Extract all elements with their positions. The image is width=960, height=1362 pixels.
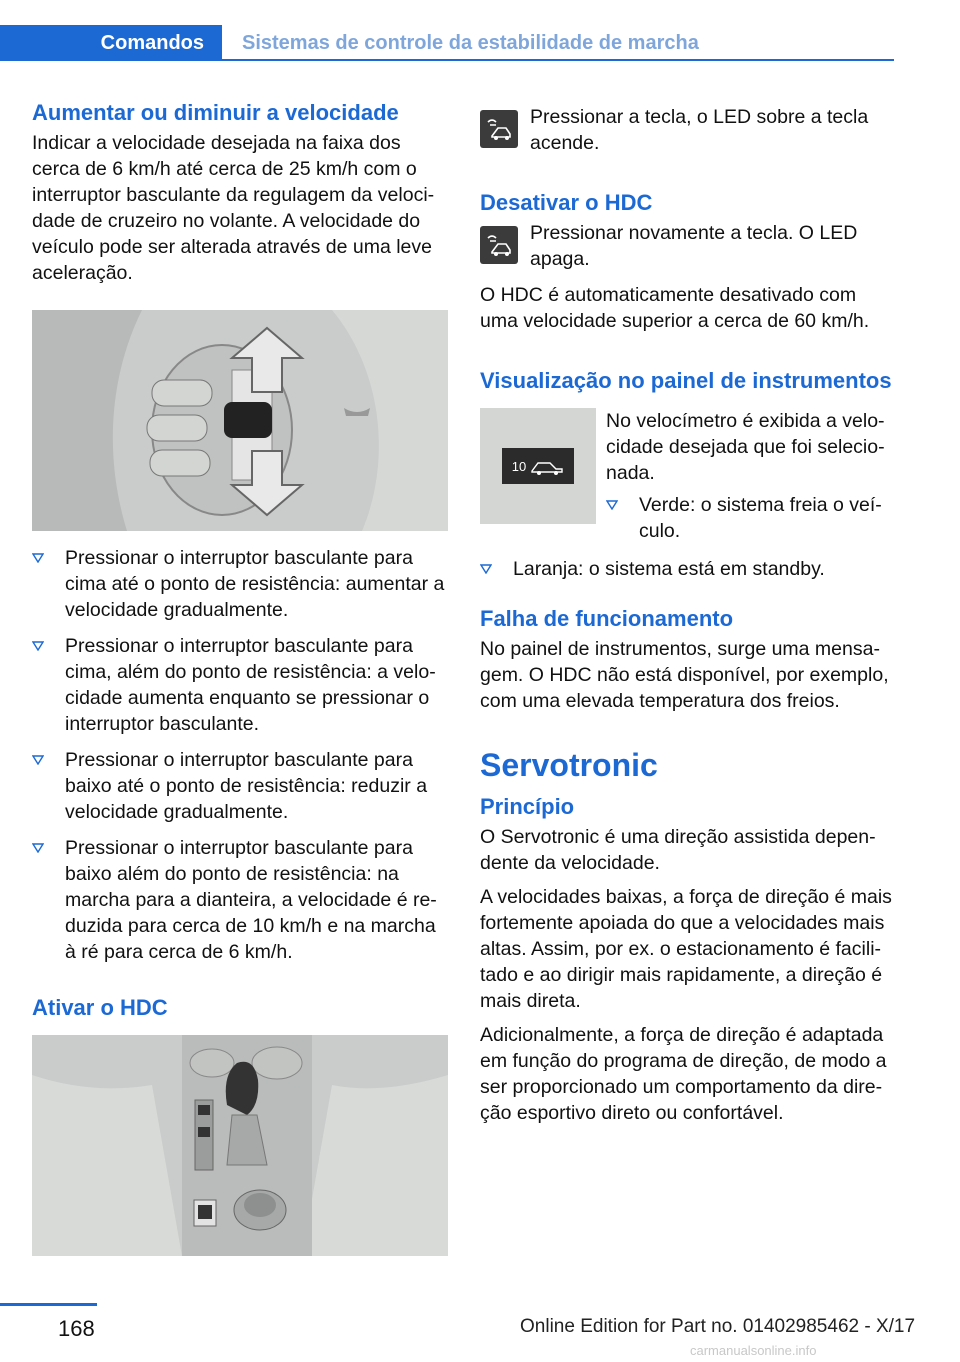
triangle-bullet-icon [32, 545, 65, 623]
list-item [606, 492, 896, 544]
page-number: 168 [58, 1316, 95, 1341]
principle-p3: Adicionalmente, a força de direção é adaptada em função do programa de direção, de modo a ser proporcionado um comportamento da dire‐ção esportivo direto ou confortável. [480, 1024, 887, 1124]
press-key-text: Pressionar a tecla, o LED sobre a tecla acende. [530, 106, 869, 154]
list-item [32, 633, 448, 737]
right-column [480, 100, 896, 1126]
triangle-bullet-icon [32, 633, 65, 737]
triangle-bullet-icon [606, 492, 639, 544]
bullet-text: Pressionar o interruptor basculante para cima, além do ponto de resistência: a velo‐cidade aumenta enquanto se pressionar o interruptor basculante. [65, 635, 436, 735]
triangle-bullet-icon [32, 747, 65, 825]
display-description [606, 408, 896, 554]
section-tab[interactable]: Sistemas de controle da estabilidade de marcha [242, 31, 699, 54]
fault-text: No painel de instrumentos, surge uma mensa‐gem. O HDC não está disponível, por exemplo, com uma elevada temperatura dos freios. [480, 638, 889, 712]
center-console-image [32, 1035, 448, 1256]
hdc-speed-number: 10 [511, 458, 527, 474]
bullet-text: Pressionar o interruptor basculante para cima até o ponto de resistência: aumentar a velocidade gradualmente. [65, 547, 445, 621]
heading-principle: Princípio [480, 794, 575, 819]
footer-divider [0, 1303, 97, 1306]
list-item [32, 747, 448, 825]
center-console-illustration [32, 1035, 448, 1256]
watermark: carmanualsonline.info [690, 1343, 817, 1358]
car-descent-icon [530, 456, 564, 476]
principle-p1: O Servotronic é uma direção assistida depen‐dente da velocidade. [480, 826, 876, 874]
left-column [32, 100, 448, 1256]
display-section [480, 408, 896, 554]
triangle-bullet-icon [480, 556, 513, 582]
heading-deactivate-hdc: Desativar o HDC [480, 190, 653, 215]
speedometer-display-image [480, 408, 596, 524]
heading-display: Visualização no painel de instrumentos [480, 368, 892, 393]
display-text: No velocímetro é exibida a velo‐cidade desejada que foi selecio‐nada. [606, 410, 885, 484]
steering-wheel-illustration [32, 310, 448, 531]
principle-p2: A velocidades baixas, a força de direção é mais fortemente apoiada do que a velocidades mais altas. Assim, por ex. o estacionamento é facili‐tado e ao dirigir mais rapidamente, a direção é mais direta. [480, 886, 892, 1012]
auto-off-text: O HDC é automaticamente desativado com uma velocidade superior a cerca de 60 km/h. [480, 284, 870, 332]
list-item [32, 545, 448, 623]
header-divider [222, 59, 894, 61]
heading-activate-hdc: Ativar o HDC [32, 995, 168, 1020]
list-item [480, 556, 896, 582]
activate-step [480, 104, 896, 156]
hdc-key-icon[interactable] [480, 226, 518, 264]
heading-speed: Aumentar ou diminuir a velocidade [32, 100, 399, 125]
deactivate-step [480, 220, 896, 272]
chapter-tab[interactable]: Comandos [0, 25, 222, 61]
bullet-text: Pressionar o interruptor basculante para baixo além do ponto de resistência: na marcha para a dianteira, a velocidade é re‐duzida para cerca de 10 km/h e na marcha à ré para cerca de 6 km/h. [65, 837, 437, 963]
triangle-bullet-icon [32, 835, 65, 965]
edition-info: Online Edition for Part no. 01402985462 - X/17 [520, 1316, 916, 1337]
bullet-text: Pressionar o interruptor basculante para baixo até o ponto de resistência: reduzir a velocidade gradualmente. [65, 749, 428, 823]
hdc-key-icon[interactable] [480, 110, 518, 148]
title-servotronic: Servotronic [480, 747, 658, 783]
bullet-text: Verde: o sistema freia o veí‐culo. [639, 494, 882, 542]
steering-wheel-image [32, 310, 448, 531]
display-symbol [502, 448, 574, 484]
page-header [0, 0, 960, 64]
list-item [32, 835, 448, 965]
bullet-text: Laranja: o sistema está em standby. [513, 558, 825, 580]
press-again-text: Pressionar novamente a tecla. O LED apaga. [530, 222, 858, 270]
heading-fault: Falha de funcionamento [480, 606, 734, 631]
speed-intro: Indicar a velocidade desejada na faixa dos cerca de 6 km/h até cerca de 25 km/h com o interruptor basculante da regulagem da veloci‐dade de cruzeiro no volante. A velocidade do veículo pode ser alterada através de uma leve aceleração. [32, 132, 435, 284]
speed-bullet-list [32, 545, 448, 965]
